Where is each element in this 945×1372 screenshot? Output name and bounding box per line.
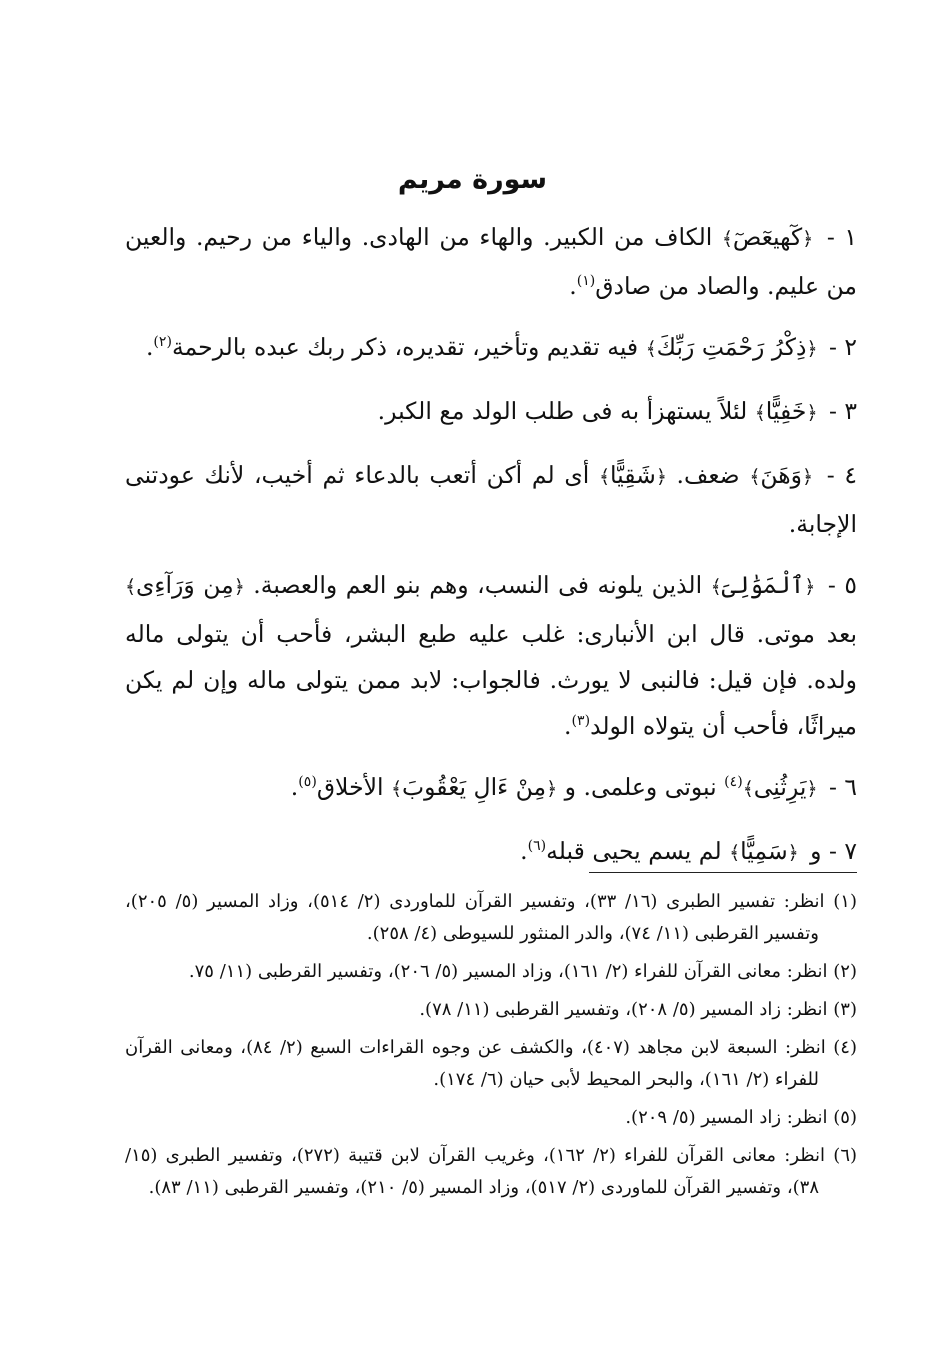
entry-5	[125, 562, 857, 749]
ornate-bracket-open-icon: ﴿	[801, 467, 813, 488]
entry-number: ٣ -	[828, 397, 857, 425]
entry-2	[125, 324, 857, 373]
entry-text-2: بعد موتى. قال ابن الأنبارى: غلب عليه طبع البشر، فأحب أن يتولى ماله ولده. فإن قيل: فالنبى لا يورث. فالجواب: لابد ممن يتولى ماله وإن لم يكن ميراثًا، فأحب أن يتولاه الولد	[125, 620, 857, 740]
footnote-ref: (٤)	[724, 774, 743, 791]
entry-number: ٤ -	[826, 461, 857, 489]
footnote-3: (٣) انظر: زاد المسير (٥/ ٢٠٨)، وتفسير القرطبى (١١/ ٧٨).	[419, 999, 857, 1020]
entry-number: ٥ -	[827, 571, 857, 599]
quran-word: يَرِثُنِى	[753, 773, 807, 801]
quran-phrase-2: مِنْ ءَالِ يَعْقُوبَ	[402, 773, 547, 801]
quran-word-2: شَقِيًّا	[610, 461, 656, 489]
entry-text: لئلاً يستهزأ به فى طلب الولد مع الكبر.	[377, 397, 748, 425]
ornate-bracket-open-icon: ﴿	[802, 229, 814, 250]
entry-number: ٧ - و	[810, 837, 857, 865]
ornate-bracket-open-icon: ﴿	[806, 339, 818, 360]
footnotes	[125, 886, 857, 1210]
ornate-bracket-open-icon: ﴿	[806, 403, 818, 424]
entry-end: .	[290, 773, 299, 801]
quran-word: وَهَنَ	[760, 461, 802, 489]
footnote-divider	[589, 872, 857, 873]
entry-end: .	[145, 333, 154, 361]
ornate-bracket-close-icon: ﴾	[125, 577, 137, 598]
footnote-ref: (٢)	[153, 334, 172, 351]
footnote-6: (٦) انظر: معانى القرآن للفراء (٢/ ١٦٢)، وغريب القرآن لابن قتيبة (٢٧٢)، وتفسير الطبرى (١٥/ ٣٨)، وتفسير القرآن للماوردى (٢/ ٥١٧)، وزاد المسير (٥/ ٢١٠)، وتفسير القرطبى (١١/ ٨٣).	[125, 1145, 858, 1198]
entry-number: ١ -	[826, 223, 857, 251]
entry-text-2: أى لم أكن أتعب بالدعاء ثم أخيب، لأنك عودتنى الإجابة.	[125, 461, 857, 538]
footnote-ref: (٥)	[298, 774, 317, 791]
ornate-bracket-open-icon: ﴿	[233, 577, 245, 598]
ornate-bracket-open-icon: ﴿	[655, 467, 667, 488]
surah-title: سورة مريم	[397, 164, 548, 195]
glossary-body	[125, 214, 857, 892]
quran-phrase-2: مِن وَرَآءِى	[136, 571, 234, 599]
ornate-bracket-open-icon: ﴿	[787, 843, 799, 864]
entry-text-2: الأخلاق	[316, 773, 384, 801]
footnote-5: (٥) انظر: زاد المسير (٥/ ٢٠٩).	[625, 1107, 857, 1128]
footnote-2: (٢) انظر: معانى القرآن للفراء (٢/ ١٦١)، وزاد المسير (٥/ ٢٠٦)، وتفسير القرطبى (١١/ ٧٥.	[188, 961, 857, 982]
quran-word: سَمِيًّا	[740, 837, 788, 865]
ornate-bracket-close-icon: ﴾	[598, 467, 610, 488]
entry-end: .	[564, 712, 572, 740]
entry-end: .	[520, 837, 528, 865]
entry-text: نبوتى وعلمى. و	[564, 773, 717, 801]
ornate-bracket-close-icon: ﴾	[391, 779, 403, 800]
ornate-bracket-close-icon: ﴾	[742, 779, 754, 800]
entry-number: ٢ -	[828, 333, 857, 361]
ornate-bracket-open-icon: ﴿	[804, 577, 816, 598]
entry-3	[125, 388, 857, 437]
quran-word: كٓهيعٓصٓ	[732, 223, 803, 251]
entry-end: .	[569, 272, 577, 300]
ornate-bracket-close-icon: ﴾	[729, 843, 741, 864]
quran-word: ٱلْمَوَٰلِىَ	[721, 571, 805, 599]
ornate-bracket-close-icon: ﴾	[749, 467, 761, 488]
entry-text: لم يسم يحيى قبله	[546, 837, 722, 865]
entry-text: ضعف.	[676, 461, 740, 489]
ornate-bracket-close-icon: ﴾	[754, 403, 766, 424]
footnote-ref: (٦)	[527, 838, 547, 855]
entry-4	[125, 452, 857, 547]
ornate-bracket-open-icon: ﴿	[546, 779, 558, 800]
ornate-bracket-open-icon: ﴿	[806, 779, 818, 800]
ornate-bracket-close-icon: ﴾	[721, 229, 733, 250]
entry-text: الذين يلونه فى النسب، وهم بنو العم والعصبة.	[253, 571, 703, 599]
footnote-ref: (٣)	[571, 713, 591, 730]
entry-text: فيه تقديم وتأخير، تقديره، ذكر ربك عبده بالرحمة	[172, 333, 639, 361]
quran-phrase: ذِكْرُ رَحْمَتِ رَبِّكَ	[656, 333, 807, 361]
ornate-bracket-close-icon: ﴾	[710, 577, 722, 598]
footnote-ref: (١)	[576, 273, 596, 290]
ornate-bracket-close-icon: ﴾	[645, 339, 657, 360]
entry-7	[125, 828, 857, 877]
entry-6	[125, 764, 857, 813]
entry-number: ٦ -	[828, 773, 857, 801]
entry-text: الكاف من الكبير. والهاء من الهادى. والياء من رحيم. والعين من عليم. والصاد من صادق	[125, 223, 857, 300]
entry-1	[125, 214, 857, 309]
quran-word: خَفِيًّا	[765, 397, 807, 425]
footnote-4: (٤) انظر: السبعة لابن مجاهد (٤٠٧)، والكشف عن وجوه القراءات السبع (٢/ ٨٤)، ومعانى القرآن للفراء (٢/ ١٦١)، والبحر المحيط لأبى حيان (٦/ ١٧٤).	[125, 1037, 857, 1090]
footnote-1: (١) انظر: تفسير الطبرى (١٦/ ٣٣)، وتفسير القرآن للماوردى (٢/ ٥١٤)، وزاد المسير (٥/ ٢٠٥)، وتفسير القرطبى (١١/ ٧٤)، والدر المنثور للسيوطى (٤/ ٢٥٨).	[125, 891, 857, 944]
